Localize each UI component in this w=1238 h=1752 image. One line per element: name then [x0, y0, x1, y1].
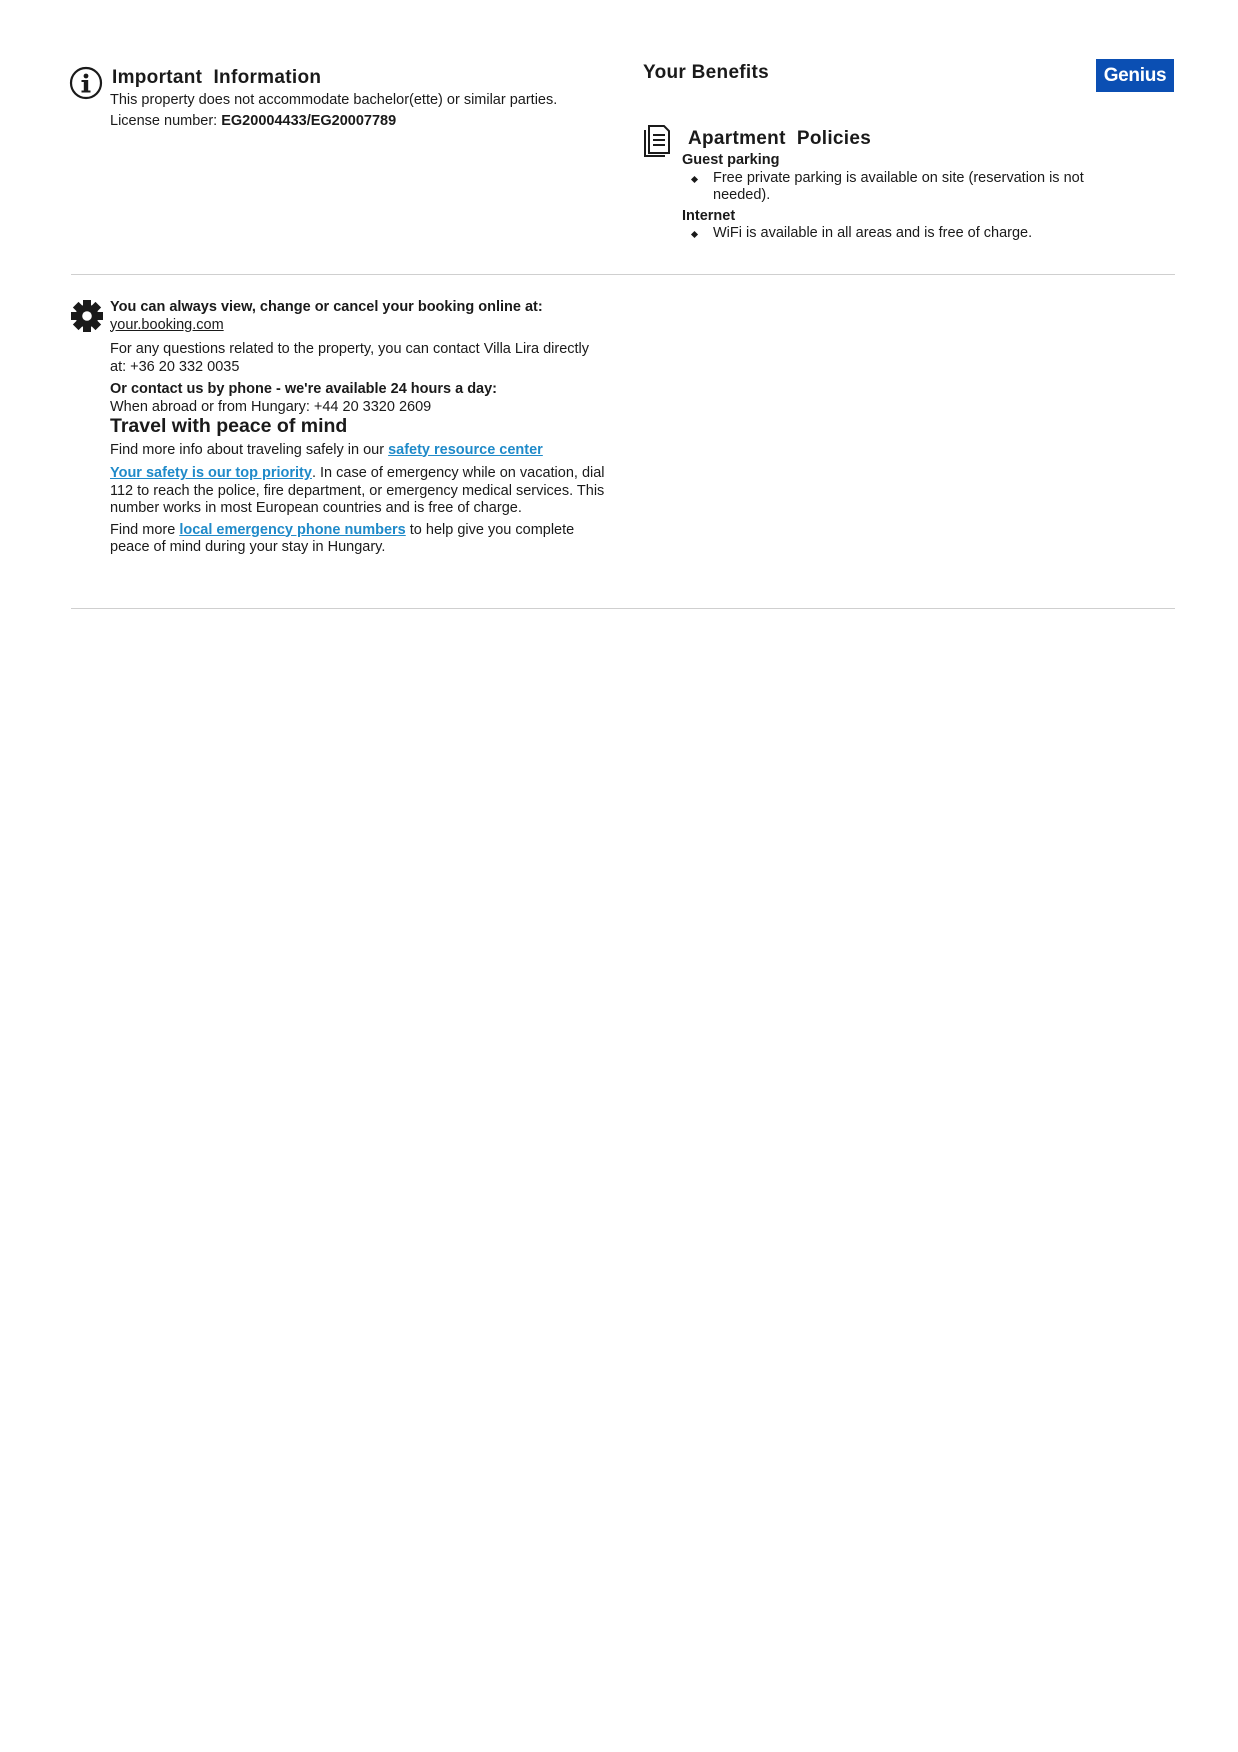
policy-heading-internet: Internet [682, 207, 736, 224]
list-item [682, 170, 1142, 205]
phone-contact-text: When abroad or from Hungary: +44 20 3320 2609 [110, 398, 432, 415]
phone-contact-heading: Or contact us by phone - we're available 24 hours a day: [110, 381, 498, 397]
party-policy-text: This property does not accommodate bachelor(ette) or similar parties. [110, 92, 558, 108]
travel-paragraph-2 [110, 465, 605, 518]
booking-site-link[interactable]: your.booking.com [110, 316, 224, 333]
bullet-icon [691, 231, 698, 238]
travel-text: Find more [110, 521, 180, 538]
travel-text: . In case of emergency while on vacation, dial 112 to reach the police, fire department, or emergency medical services. This number works in most European countries and is free of charge. [110, 465, 605, 516]
manage-booking-heading: You can always view, change or cancel your booking online at: [110, 299, 543, 315]
safety-resource-link[interactable]: safety resource center [388, 441, 543, 458]
list-item [682, 225, 1142, 243]
important-info-text [110, 92, 610, 130]
travel-title: Travel with peace of mind [110, 415, 348, 437]
divider [71, 274, 1175, 275]
emergency-numbers-link[interactable]: local emergency phone numbers [179, 521, 406, 538]
policies-body [682, 152, 1142, 243]
safety-priority-link[interactable]: Your safety is our top priority [110, 465, 312, 481]
travel-paragraph-3 [110, 522, 605, 557]
bullet-icon [691, 175, 698, 182]
parking-list [682, 170, 1142, 205]
travel-paragraph-1 [110, 442, 605, 460]
divider [71, 608, 1175, 609]
internet-list [682, 225, 1142, 243]
info-icon [69, 66, 103, 100]
license-number: EG20004433/EG20007789 [221, 112, 397, 129]
gear-icon [70, 299, 104, 333]
document-icon [642, 124, 672, 158]
travel-text: to help give you complete peace of mind during your stay in Hungary. [110, 521, 575, 555]
license-label: License number: [110, 112, 222, 129]
policies-title: Apartment Policies [688, 128, 872, 149]
benefits-title: Your Benefits [643, 62, 770, 83]
property-contact-text: For any questions related to the property, you can contact Villa Lira directly at: +36 20 332 0035 [110, 341, 590, 375]
parking-item-text: Free private parking is available on site (reservation is not needed). [713, 169, 1084, 203]
manage-booking-section [110, 299, 605, 557]
policy-heading-parking: Guest parking [682, 152, 780, 168]
license-line [110, 113, 610, 131]
genius-badge: Genius [1096, 59, 1174, 92]
internet-item-text: WiFi is available in all areas and is free of charge. [713, 225, 1033, 241]
travel-text: Find more info about traveling safely in our [110, 441, 389, 458]
important-info-title: Important Information [112, 67, 322, 88]
